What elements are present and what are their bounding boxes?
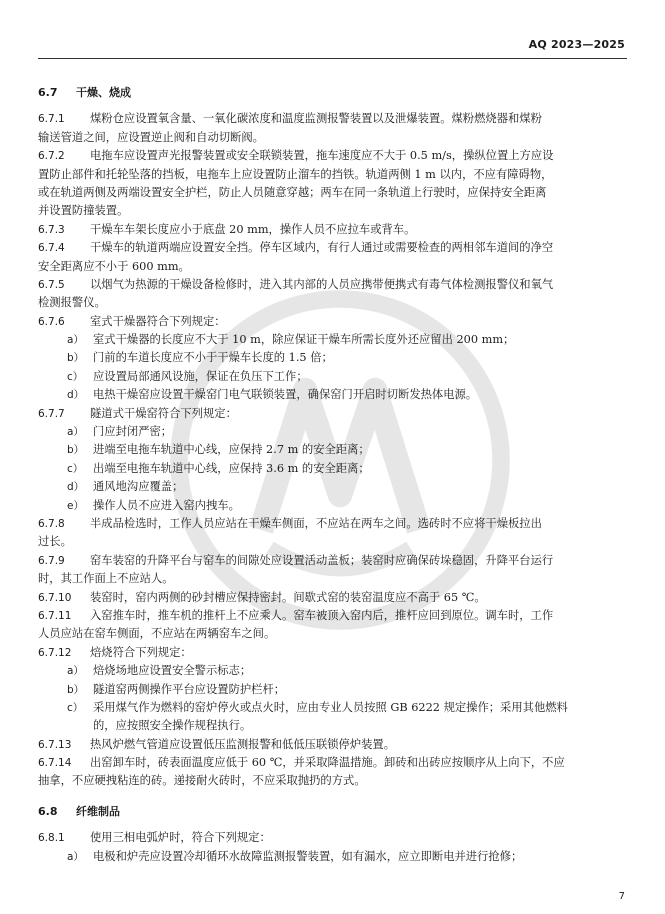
list-marker: a） xyxy=(67,426,84,439)
list-item xyxy=(38,423,627,441)
clause-number: 6.7.2 xyxy=(38,150,65,163)
list-marker: c） xyxy=(67,370,84,383)
clause-text: 入窑推车时，推车机的推杆上不应乘人。窑车被顶入窑内后，推杆应回到原位。调车时，工作 xyxy=(90,608,554,622)
list-marker: a） xyxy=(67,665,84,678)
section-heading xyxy=(38,803,627,821)
clause xyxy=(38,552,627,570)
list-item xyxy=(38,331,627,349)
list-item-text: 进端至电拖车轨道中心线，应保持 2.7 m 的安全距离； xyxy=(93,443,370,457)
list-item xyxy=(38,368,627,386)
page-number: 7 xyxy=(618,891,625,902)
clause-number: 6.7.9 xyxy=(38,554,65,567)
list-item xyxy=(38,441,627,459)
clause xyxy=(38,515,627,533)
clause xyxy=(38,829,627,847)
list-item xyxy=(38,681,627,699)
list-item-text: 出端至电拖车轨道中心线，应保持 3.6 m 的安全距离； xyxy=(93,461,370,475)
list-marker: b） xyxy=(67,444,85,457)
clause xyxy=(38,147,627,165)
list-item xyxy=(38,497,627,515)
list-item-text: 通风地沟应覆盖； xyxy=(93,480,184,494)
list-marker: b） xyxy=(67,683,85,696)
clause-number: 6.7.3 xyxy=(38,223,65,236)
document-code: AQ 2023—2025 xyxy=(528,38,625,51)
clause-text: 干燥车的轨道两端应设置安全挡。停车区域内，有行人通过或需要检查的两相邻车道间的净空 xyxy=(90,241,554,255)
clause-number: 6.7.8 xyxy=(38,517,65,530)
clause-continuation: 或在轨道两侧及两端设置安全护栏，防止人员随意穿越；两车在同一条轨道上行驶时，应保持安全距离 xyxy=(38,185,547,199)
list-marker: c） xyxy=(67,701,84,714)
clause-text: 隧道式干燥窑符合下列规定： xyxy=(90,406,237,420)
section-heading xyxy=(38,84,627,102)
clause-text: 室式干燥器符合下列规定： xyxy=(90,314,226,328)
list-marker: d） xyxy=(67,481,85,494)
list-item xyxy=(38,848,627,866)
clause-continuation: 人员应站在窑车侧面，不应站在两辆窑车之间。 xyxy=(38,627,276,641)
clause-text: 半成品检选时，工作人员应站在干燥车侧面，不应站在两车之间。选砖时不应将干燥板拉出 xyxy=(90,516,542,530)
clause xyxy=(38,221,627,239)
clause xyxy=(38,736,627,754)
list-item-text: 电热干燥窑应设置干燥窑门电气联锁装置，确保窑门开启时切断发热体电源。 xyxy=(93,388,478,402)
clause-continuation: 时，其工作面上不应站人。 xyxy=(38,572,174,586)
clause-number: 6.7.5 xyxy=(38,278,65,291)
clause xyxy=(38,754,627,772)
list-item xyxy=(38,662,627,680)
clause xyxy=(38,644,627,662)
list-item-text: 应设置局部通风设施，保证在负压下工作； xyxy=(93,369,308,383)
clause xyxy=(38,589,627,607)
list-marker: a） xyxy=(67,850,84,863)
clause-text: 干燥车车架长度应小于底盘 20 mm，操作人员不应拉车或背车。 xyxy=(90,222,416,236)
clause xyxy=(38,110,627,128)
clause-text: 焙烧符合下列规定： xyxy=(90,645,192,659)
clause-text: 窑车装窑的升降平台与窑车的间隙处应设置活动盖板；装窑时应确保砖垛稳固，升降平台运行 xyxy=(90,553,554,567)
clause-continuation: 置防止部件和托轮坠落的挡板，电拖车上应设置防止溜车的挡铁。轨道两侧 1 m 以内，不应有障碍物， xyxy=(38,167,553,181)
list-item xyxy=(38,386,627,404)
list-marker: a） xyxy=(67,334,84,347)
list-marker: e） xyxy=(67,499,84,512)
list-item-text: 门应封闭严密； xyxy=(93,425,173,439)
clause-continuation: 检测报警仪。 xyxy=(38,296,106,310)
clause-text: 电拖车应设置声光报警装置或安全联锁装置，拖车速度应不大于 0.5 m/s，操纵位置上方应设 xyxy=(90,149,554,163)
clause-continuation: 并设置防撞装置。 xyxy=(38,204,129,218)
list-item xyxy=(38,478,627,496)
list-item-text: 操作人员不应进入窑内拽车。 xyxy=(93,498,240,512)
clause xyxy=(38,405,627,423)
list-item-text: 采用煤气作为燃料的窑炉停火或点火时，应由专业人员按照 GB 6222 规定操作；采用其他燃料 xyxy=(93,700,568,714)
clause-number: 6.7.11 xyxy=(38,609,72,622)
list-item-text: 电极和炉壳应设置冷却循环水故障监测报警装置，如有漏水，应立即断电并进行抢修； xyxy=(93,849,523,863)
list-item xyxy=(38,460,627,478)
list-item xyxy=(38,349,627,367)
clause-text: 煤粉仓应设置氧含量、一氧化碳浓度和温度监测报警装置以及泄爆装置。煤粉燃烧器和煤粉 xyxy=(90,112,542,126)
list-item xyxy=(38,699,627,717)
list-marker: d） xyxy=(67,389,85,402)
clause xyxy=(38,313,627,331)
clause-text: 以烟气为热源的干燥设备检修时，进入其内部的人员应携带便携式有毒气体检测报警仪和氧气 xyxy=(90,277,554,291)
clause-continuation: 输送管道之间，应设置逆止阀和自动切断阀。 xyxy=(38,130,264,144)
clause-text: 装窑时，窑内两侧的砂封槽应保持密封。间歇式窑的装窑温度应不高于 65 ℃。 xyxy=(90,590,486,604)
section-title: 干燥、烧成 xyxy=(76,86,131,99)
clause-number: 6.7.1 xyxy=(38,113,65,126)
list-item-continuation: 的，应按照安全操作规程执行。 xyxy=(93,719,252,733)
clause-text: 出窑卸车时，砖表面温度应低于 60 ℃，并采取降温措施。卸砖和出砖应按顺序从上向下，不应 xyxy=(90,756,565,770)
clause-number: 6.7.4 xyxy=(38,242,65,255)
list-item-text: 隧道窑两侧操作平台应设置防护栏杆； xyxy=(93,682,286,696)
list-item-text: 门前的车道长度应不小于干燥车长度的 1.5 倍； xyxy=(93,351,333,365)
header-rule xyxy=(38,58,627,59)
list-item-text: 室式干燥器的长度应不大于 10 m，除应保证干燥车所需长度外还应留出 200 mm； xyxy=(93,333,515,347)
clause-number: 6.7.13 xyxy=(38,738,72,751)
clause-continuation: 抽拿，不应硬拽粘连的砖。递接耐火砖时，不应采取抛扔的方式。 xyxy=(38,774,366,788)
list-marker: b） xyxy=(67,352,85,365)
section-number: 6.8 xyxy=(38,804,58,818)
list-marker: c） xyxy=(67,462,84,475)
list-item-text: 焙烧场地应设置安全警示标志； xyxy=(93,664,252,678)
clause xyxy=(38,276,627,294)
document-body xyxy=(38,82,627,866)
clause xyxy=(38,607,627,625)
clause-continuation: 过长。 xyxy=(38,535,72,549)
section-title: 纤维制品 xyxy=(76,804,120,818)
clause-number: 6.7.12 xyxy=(38,646,72,659)
clause-continuation: 安全距离应不小于 600 mm。 xyxy=(38,259,190,273)
clause-number: 6.7.7 xyxy=(38,407,65,420)
section-number: 6.7 xyxy=(38,86,58,99)
clause xyxy=(38,239,627,257)
clause-text: 使用三相电弧炉时，符合下列规定： xyxy=(90,831,271,845)
clause-number: 6.8.1 xyxy=(38,832,65,845)
clause-number: 6.7.6 xyxy=(38,315,65,328)
clause-text: 热风炉燃气管道应设置低压监测报警和低低压联锁停炉装置。 xyxy=(90,737,396,751)
clause-number: 6.7.10 xyxy=(38,591,72,604)
clause-number: 6.7.14 xyxy=(38,757,72,770)
